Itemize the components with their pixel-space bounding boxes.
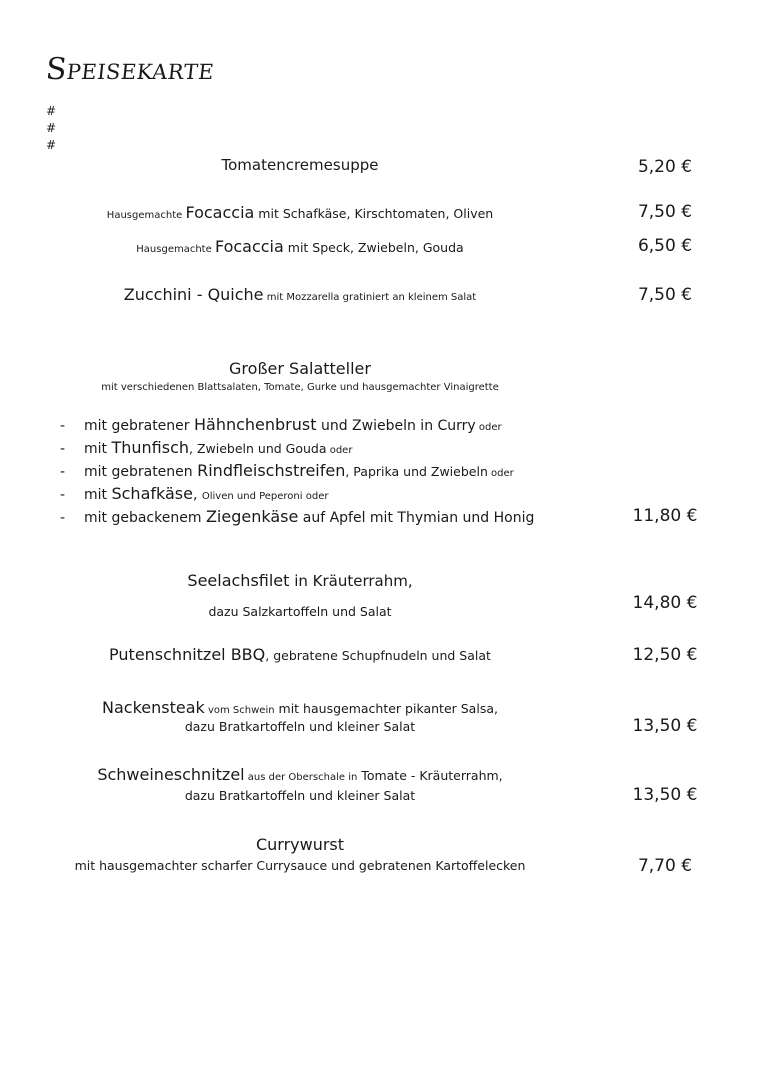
hash-mark: # bbox=[46, 121, 57, 135]
quiche-price: 7,50 € bbox=[637, 285, 693, 305]
hash-mark: # bbox=[46, 104, 57, 118]
salad-option: - mit Thunfisch, Zwiebeln und Gouda oder bbox=[60, 438, 353, 457]
seelachs-line-2: dazu Salzkartoffeln und Salat bbox=[208, 604, 392, 619]
schwein-line-1: Schweineschnitzel aus der Oberschale in Tomate - Kräuterrahm, bbox=[97, 765, 503, 784]
quiche-desc: mit Mozzarella gratiniert an kleinem Salat bbox=[263, 292, 477, 303]
nacken-line-2: dazu Bratkartoffeln und kleiner Salat bbox=[184, 719, 416, 734]
salad-name: Großer Salatteller bbox=[229, 359, 371, 378]
soup-price: 5,20 € bbox=[637, 157, 693, 177]
seelachs-price: 14,80 € bbox=[632, 593, 698, 613]
focaccia-1-prefix: Hausgemachte bbox=[106, 210, 186, 221]
seelachs-name: Seelachsfilet bbox=[187, 571, 290, 590]
menu-title: Speisekarte bbox=[44, 52, 217, 87]
puten-name: Putenschnitzel BBQ bbox=[109, 645, 266, 664]
focaccia-2-item bbox=[0, 237, 600, 256]
curry-price: 7,70 € bbox=[637, 856, 693, 876]
puten-price: 12,50 € bbox=[632, 645, 698, 665]
focaccia-1-item bbox=[0, 203, 600, 222]
curry-name: Currywurst bbox=[255, 835, 345, 854]
nacken-line-1: Nackensteak vom Schwein mit hausgemachter pikanter Salsa, bbox=[102, 698, 498, 717]
focaccia-2-price: 6,50 € bbox=[637, 236, 693, 256]
focaccia-1-price: 7,50 € bbox=[637, 202, 693, 222]
bullet-dash: - bbox=[60, 418, 66, 434]
bullet-dash: - bbox=[60, 510, 66, 526]
schwein-name: Schweineschnitzel bbox=[97, 765, 245, 784]
focaccia-1-name: Focaccia bbox=[185, 203, 255, 222]
salad-price: 11,80 € bbox=[632, 506, 698, 526]
curry-desc: mit hausgemachter scharfer Currysauce und gebratenen Kartoffelecken bbox=[74, 858, 526, 873]
bullet-dash: - bbox=[60, 464, 66, 480]
focaccia-1-desc: mit Schafkäse, Kirschtomaten, Oliven bbox=[254, 206, 494, 221]
salad-option: - mit Schafkäse, Oliven und Peperoni oder bbox=[60, 484, 329, 503]
schwein-price: 13,50 € bbox=[632, 785, 698, 805]
schwein-line-2: dazu Bratkartoffeln und kleiner Salat bbox=[184, 788, 416, 803]
bullet-dash: - bbox=[60, 487, 66, 503]
quiche-name: Zucchini - Quiche bbox=[123, 285, 264, 304]
salad-desc: mit verschiedenen Blattsalaten, Tomate, Gurke und hausgemachter Vinaigrette bbox=[101, 382, 499, 393]
bullet-dash: - bbox=[60, 441, 66, 457]
hash-mark: # bbox=[46, 138, 57, 152]
quiche-item bbox=[0, 285, 600, 304]
puten-item: Putenschnitzel BBQ, gebratene Schupfnudeln und Salat bbox=[109, 645, 491, 664]
nacken-name: Nackensteak bbox=[102, 698, 205, 717]
focaccia-2-prefix: Hausgemachte bbox=[136, 244, 215, 255]
focaccia-2-name: Focaccia bbox=[214, 237, 284, 256]
salad-option: - mit gebackenem Ziegenkäse auf Apfel mit Thymian und Honig bbox=[60, 507, 535, 526]
salad-option: - mit gebratener Hähnchenbrust und Zwiebeln in Curry oder bbox=[60, 415, 502, 434]
seelachs-line-1: Seelachsfilet in Kräuterrahm, bbox=[187, 571, 413, 590]
soup-name: Tomatencremesuppe bbox=[221, 156, 379, 174]
salad-option: - mit gebratenen Rindfleischstreifen, Paprika und Zwiebeln oder bbox=[60, 461, 514, 480]
focaccia-2-desc: mit Speck, Zwiebeln, Gouda bbox=[283, 240, 464, 255]
nacken-price: 13,50 € bbox=[632, 716, 698, 736]
